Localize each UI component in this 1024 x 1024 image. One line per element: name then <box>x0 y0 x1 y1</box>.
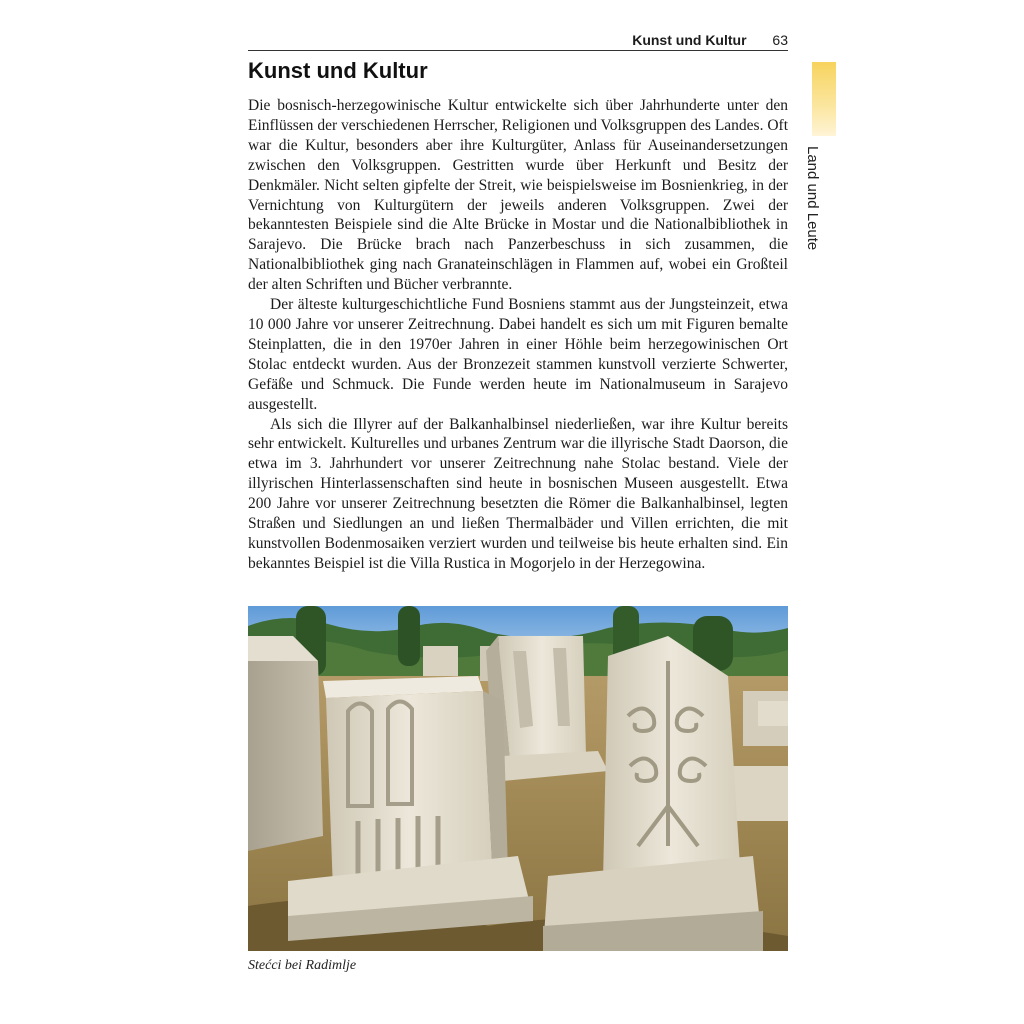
chapter-tab-marker <box>812 62 836 136</box>
figure-caption: Stećci bei Radimlje <box>248 958 357 973</box>
paragraph: Als sich die Illyrer auf der Balkanhalbinsel niederließen, war ihre Kultur bereits sehr entwickelt. Kulturelles und urbanes Zentrum war die illyrische Stadt Daorson, die etwa im 3. Jahrhundert vor unserer Zeitrechnung nahe Stolac bestand. Viele der illyrischen Hinterlassenschaften sind heute in bosnischen Museen ausgestellt. Etwa 200 Jahre vor unserer Zeitrechnung besetzten die Römer die Balkanhalbinsel, legten Straßen und Siedlungen an und ließen Thermalbäder und Villen errichten, die mit kunstvollen Bodenmosaiken verziert wurden und teilweise bis heute erhalten sind. Ein bekanntes Beispiel ist die Villa Rustica in Mogorjelo in der Herzegowina. <box>248 415 788 572</box>
page-number: 63 <box>772 32 788 48</box>
stecci-photo <box>248 606 788 951</box>
body-text <box>248 96 788 574</box>
paragraph: Der älteste kulturgeschichtliche Fund Bosniens stammt aus der Jungsteinzeit, etwa 10 000 Jahre vor unserer Zeitrechnung. Dabei handelt es sich um mit Figuren bemalte Steinplatten, die in den 1970er Jahren in einer Höhle beim herzegowinischen Ort Stolac entdeckt wurden. Aus der Bronzezeit stammen kunstvoll verzierte Schwerter, Gefäße und Schmuck. Die Funde werden heute im Nationalmuseum in Sarajevo ausgestellt. <box>248 296 788 413</box>
section-title: Kunst und Kultur <box>248 58 428 83</box>
paragraph: Die bosnisch-herzegowinische Kultur entwickelte sich über Jahrhunderte unter den Einflüssen der verschiedenen Herrscher, Religionen und Volksgruppen des Landes. Oft war die Kultur, besonders aber ihre Kulturgüter, Anlass für Auseinandersetzungen zwischen den Volksgruppen. Gestritten wurde über Herkunft und Besitz der Denkmäler. Nicht selten gipfelte der Streit, wie beispielsweise im Bosnienkrieg, in der Vernichtung von Kulturgütern der jeweils anderen Volksgruppen. Zwei der bekanntesten Beispiele sind die Alte Brücke in Mostar und die Nationalbibliothek in Sarajevo. Die Brücke brach nach Panzerbeschuss in sich zusammen, die Nationalbibliothek ging nach Granateinschlägen in Flammen auf, wobei ein Großteil der alten Schriften und Bücher verbrannte. <box>248 97 788 294</box>
running-head-title: Kunst und Kultur <box>632 32 747 48</box>
chapter-side-label: Land und Leute <box>804 146 821 251</box>
running-head <box>248 30 788 51</box>
